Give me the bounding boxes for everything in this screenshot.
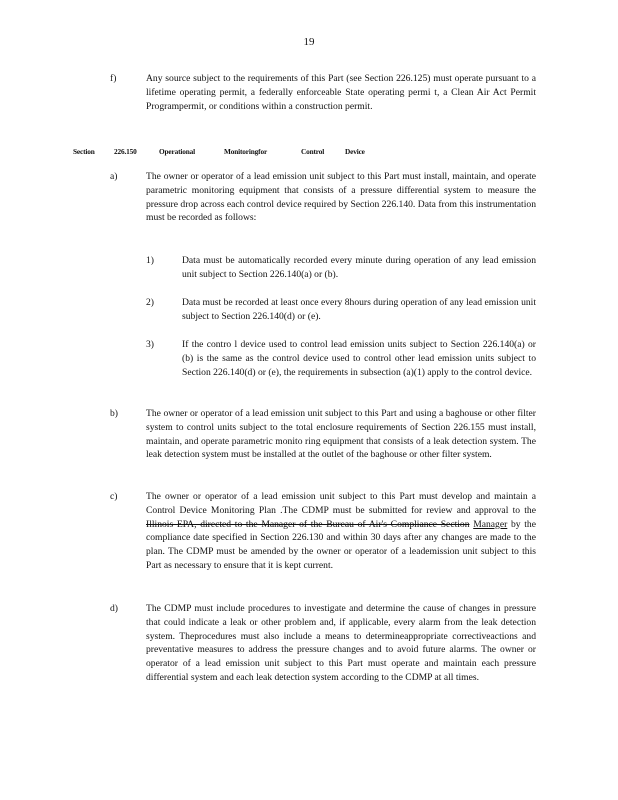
- section-title-word-4: Device: [345, 147, 365, 156]
- para-b-text: The owner or operator of a lead emission unit subject to this Part and using a baghouse or other filter system to control units subject to the total enclosure requirements of Section 226.155 must install, maintain, and operate parametric monito ring equipment that consists of a leak detection system. The leak detection system must be installed at the outlet of the baghouse or other filter system.: [146, 408, 536, 461]
- section-title-word-2: Monitoringfor: [224, 147, 268, 156]
- sub-2-text: Data must be recorded at least once every 8hours during operation of any lead emission unit subject to Section 226.140(d) or (e).: [182, 297, 536, 322]
- para-c-label: c): [110, 491, 118, 502]
- para-f-text: Any source subject to the requirements of this Part (see Section 226.125) must operate pursuant to a lifetime operating permit, a federally enforceable State operating permi t, a Clean Air Act Permit Programpermit, or conditions within a construction permit.: [146, 73, 536, 112]
- para-b-label: b): [110, 408, 118, 419]
- para-d-text: The CDMP must include procedures to investigate and determine the cause of changes in pressure that could indicate a leak or other problem and, if applicable, every alarm from the leak detection system. Theprocedures must also include a means to determineappropriate correctiveactions and preventative measures to address the pressure changes and to avoid future alarms. The owner or operator of a lead emission unit subject to this Part must operate and maintain each pressure differential system and each leak detection system according to the CDMP at all times.: [146, 603, 536, 683]
- para-c-text: [146, 490, 536, 573]
- sub-1-text: Data must be automatically recorded every minute during operation of any lead emission unit subject to Section 226.140(a) or (b).: [182, 255, 536, 280]
- para-c-text-after: by the compliance date specified in Section 226.130 and within 30 days after any changes are made to the plan. The CDMP must be amended by the owner or operator of a leademission unit subject to this Part as necessary to ensure that it is kept current.: [146, 518, 536, 571]
- sub-1-label: 1): [146, 255, 154, 266]
- para-f-label: f): [110, 73, 117, 84]
- para-c-struck-text: Illinois EPA, directed to the Manager of the Bureau of Air's Compliance Section: [146, 518, 470, 530]
- section-title-word-3: Control: [301, 147, 325, 156]
- para-c-underlined-text: Manager: [473, 518, 508, 530]
- sub-2-label: 2): [146, 297, 154, 308]
- para-a-label: a): [110, 171, 118, 182]
- section-heading: [73, 145, 373, 157]
- sub-3-text: If the contro l device used to control lead emission units subject to Section 226.140(a) or (b) is the same as the control device used to control other lead emission units subject to Section 226.140(d) or (e), the requirements in subsection (a)(1) apply to the control device.: [182, 339, 536, 378]
- para-a-text: The owner or operator of a lead emission unit subject to this Part must install, maintain, and operate parametric monitoring equipment that consists of a pressure differential system to measure the pressure drop across each control device required by Section 226.140. Data from this instrumentation must be recorded as follows:: [146, 171, 536, 224]
- section-word: Section: [73, 147, 95, 156]
- section-number: 226.150: [114, 147, 137, 156]
- page-number: 19: [303, 36, 315, 48]
- sub-3-label: 3): [146, 339, 154, 350]
- section-title-word-1: Operational: [159, 147, 196, 156]
- para-c-text-before: The owner or operator of a lead emission unit subject to this Part must develop and maintain a Control Device Monitoring Plan .The CDMP must be submitted for review and approval to the: [146, 491, 536, 516]
- para-d-label: d): [110, 603, 118, 614]
